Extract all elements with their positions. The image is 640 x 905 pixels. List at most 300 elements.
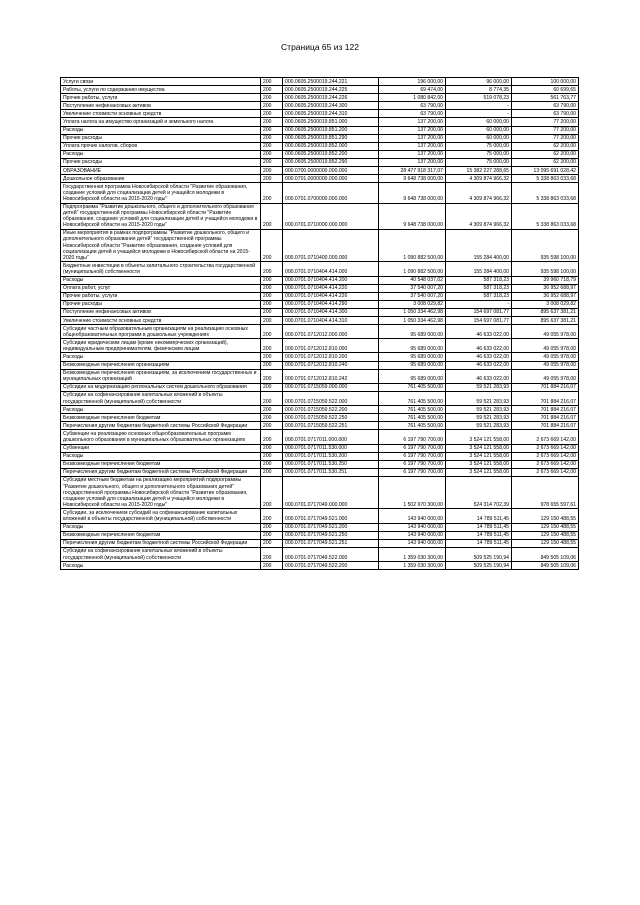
table-row [61, 134, 579, 142]
row-name-cell: Услуги связи [61, 78, 261, 86]
row-executed-cell: 59 521 283,93 [446, 414, 512, 422]
table-row [61, 158, 579, 166]
table-row [61, 509, 579, 523]
table-row [61, 102, 579, 110]
row-executed-cell: 3 524 121 558,00 [446, 452, 512, 460]
row-name-cell: Безвозмездные перечисления бюджетам [61, 531, 261, 539]
row-executed-cell: 14 789 511,45 [446, 539, 512, 547]
row-executed-cell: 46 633 022,00 [446, 325, 512, 339]
row-code-cell: 000.0605.2500019.244.221 [283, 78, 379, 86]
row-name-cell: Прочие расходы [61, 300, 261, 308]
table-row [61, 229, 579, 261]
row-name-cell: Расходы [61, 150, 261, 158]
table-row [61, 430, 579, 444]
row-kv-cell: 200 [261, 126, 283, 134]
row-approved-cell: 143 940 000,00 [379, 523, 446, 531]
table-row [61, 361, 579, 369]
row-executed-cell: 59 521 283,93 [446, 391, 512, 405]
row-remaining-cell: 849 505 109,06 [512, 547, 579, 561]
table-row [61, 369, 579, 383]
row-kv-cell: 200 [261, 308, 283, 316]
row-remaining-cell: 77 200,00 [512, 118, 579, 126]
budget-table [60, 77, 579, 570]
row-name-cell: Иные мероприятия в рамках подпрограммы "Развитие дошкольного, общего и дополнительного образования детей" государственной программы Новосибирской области "Развитие образования, создание условий для социализации детей и учащейся молодежи в Новосибирской области на 2015-2020 годы" [61, 229, 261, 261]
row-remaining-cell: 935 598 100,00 [512, 229, 579, 261]
row-kv-cell: 200 [261, 468, 283, 476]
row-kv-cell: 200 [261, 94, 283, 102]
table-row [61, 308, 579, 316]
table-row [61, 562, 579, 570]
row-executed-cell: 60 000,00 [446, 134, 512, 142]
row-kv-cell: 200 [261, 262, 283, 276]
row-executed-cell: 509 525 190,94 [446, 562, 512, 570]
row-approved-cell: 69 474,00 [379, 86, 446, 94]
row-executed-cell: 59 521 283,93 [446, 383, 512, 391]
row-remaining-cell: 2 673 669 142,00 [512, 468, 579, 476]
row-approved-cell: 137 200,00 [379, 118, 446, 126]
row-name-cell: Прочие расходы [61, 134, 261, 142]
row-name-cell: Расходы [61, 452, 261, 460]
row-remaining-cell: 701 884 216,07 [512, 406, 579, 414]
row-remaining-cell: 60 699,65 [512, 86, 579, 94]
row-approved-cell: 761 405 500,00 [379, 391, 446, 405]
row-kv-cell: 200 [261, 406, 283, 414]
row-name-cell: Государственная программа Новосибирской области "Развитие образования, создание условий для социализации детей и учащейся молодежи в Новосибирской области на 2015-2020 годы" [61, 183, 261, 203]
row-name-cell: Субсидии, за исключением субсидий на софинансирование капитальных вложений в объекты государственной (муниципальной) собственности [61, 509, 261, 523]
row-approved-cell: 761 405 500,00 [379, 422, 446, 430]
row-kv-cell: 200 [261, 444, 283, 452]
row-name-cell: Уплата налога на имущество организаций и земельного налога [61, 118, 261, 126]
row-code-cell: 000.0701.0700000.000.000 [283, 183, 379, 203]
row-code-cell: 000.0701.0717049.522.200 [283, 562, 379, 570]
row-remaining-cell: 62 200,00 [512, 142, 579, 150]
row-kv-cell: 200 [261, 203, 283, 229]
row-remaining-cell: 62 200,00 [512, 158, 579, 166]
row-approved-cell: 1 080 842,00 [379, 94, 446, 102]
row-executed-cell: 14 789 511,45 [446, 531, 512, 539]
row-remaining-cell: 129 150 488,55 [512, 539, 579, 547]
row-kv-cell: 200 [261, 300, 283, 308]
row-kv-cell: 200 [261, 523, 283, 531]
row-remaining-cell: 49 055 978,00 [512, 369, 579, 383]
row-name-cell: Уплата прочих налогов, сборов [61, 142, 261, 150]
row-name-cell: Перечисления другим бюджетам бюджетной системы Российской Федерации [61, 539, 261, 547]
row-kv-cell: 200 [261, 167, 283, 175]
row-executed-cell: 59 521 283,93 [446, 406, 512, 414]
row-executed-cell: 75 000,00 [446, 142, 512, 150]
row-name-cell: Субвенции на реализацию основных общеобразовательных программ дошкольного образования в муниципальных образовательных организациях [61, 430, 261, 444]
row-name-cell: Прочие расходы [61, 158, 261, 166]
row-remaining-cell: 978 655 597,61 [512, 476, 579, 508]
row-remaining-cell: 129 150 488,55 [512, 523, 579, 531]
row-approved-cell: 95 689 000,00 [379, 339, 446, 353]
row-executed-cell: 4 309 874 966,32 [446, 183, 512, 203]
table-row [61, 118, 579, 126]
row-remaining-cell: 701 884 216,07 [512, 422, 579, 430]
table-row [61, 444, 579, 452]
row-kv-cell: 200 [261, 229, 283, 261]
row-code-cell: 000.0701.0710404.414.226 [283, 292, 379, 300]
row-remaining-cell: 36 952 688,97 [512, 284, 579, 292]
row-code-cell: 000.0701.0712012.810.000 [283, 339, 379, 353]
row-kv-cell: 200 [261, 531, 283, 539]
table-row [61, 175, 579, 183]
table-row [61, 383, 579, 391]
row-approved-cell: 37 540 007,20 [379, 292, 446, 300]
row-approved-cell: 9 648 738 000,00 [379, 183, 446, 203]
row-remaining-cell: 39 960 718,79 [512, 276, 579, 284]
table-row [61, 78, 579, 86]
row-remaining-cell: 100 000,00 [512, 78, 579, 86]
row-code-cell: 000.0701.0710400.000.000 [283, 229, 379, 261]
table-row [61, 422, 579, 430]
row-name-cell: Расходы [61, 126, 261, 134]
table-row [61, 523, 579, 531]
row-kv-cell: 200 [261, 460, 283, 468]
row-executed-cell: 4 309 874 966,32 [446, 203, 512, 229]
row-code-cell: 000.0701.0715059.522.251 [283, 422, 379, 430]
row-code-cell: 000.0605.2500019.851.000 [283, 118, 379, 126]
row-kv-cell: 200 [261, 284, 283, 292]
table-row [61, 460, 579, 468]
row-executed-cell: 154 697 081,77 [446, 317, 512, 325]
row-kv-cell: 200 [261, 158, 283, 166]
row-name-cell: Расходы [61, 353, 261, 361]
row-kv-cell: 200 [261, 110, 283, 118]
table-row [61, 110, 579, 118]
row-executed-cell: 14 789 511,45 [446, 509, 512, 523]
table-row [61, 284, 579, 292]
table-row [61, 539, 579, 547]
row-code-cell: 000.0701.0710404.414.290 [283, 300, 379, 308]
row-kv-cell: 200 [261, 183, 283, 203]
row-remaining-cell: 77 200,00 [512, 134, 579, 142]
page-header: Страница 65 из 122 [281, 42, 359, 52]
row-remaining-cell: 129 150 488,55 [512, 509, 579, 523]
row-code-cell: 000.0605.2500019.244.300 [283, 102, 379, 110]
row-remaining-cell: 561 763,77 [512, 94, 579, 102]
table-row [61, 142, 579, 150]
row-name-cell: Безвозмездные перечисления бюджетам [61, 414, 261, 422]
row-remaining-cell: 895 637 381,21 [512, 317, 579, 325]
table-row [61, 353, 579, 361]
row-executed-cell: 3 524 121 558,00 [446, 468, 512, 476]
row-code-cell: 000.0701.0710404.414.220 [283, 284, 379, 292]
row-kv-cell: 200 [261, 430, 283, 444]
row-executed-cell: 524 314 702,39 [446, 476, 512, 508]
row-name-cell: Безвозмездные перечисления бюджетам [61, 460, 261, 468]
row-name-cell: Субсидии на софинансирование капитальных вложений в объекты государственной (муниципальной) собственности [61, 547, 261, 561]
row-remaining-cell: 3 008 029,82 [512, 300, 579, 308]
row-code-cell: 000.0701.0712012.000.000 [283, 325, 379, 339]
row-approved-cell: 137 200,00 [379, 126, 446, 134]
row-approved-cell: 137 200,00 [379, 142, 446, 150]
row-code-cell: 000.0701.0717049.521.251 [283, 539, 379, 547]
row-code-cell: 000.0701.0717011.000.000 [283, 430, 379, 444]
row-kv-cell: 200 [261, 547, 283, 561]
row-kv-cell: 200 [261, 175, 283, 183]
row-kv-cell: 200 [261, 317, 283, 325]
row-approved-cell: 1 090 882 500,00 [379, 229, 446, 261]
row-remaining-cell: 62 200,00 [512, 150, 579, 158]
row-approved-cell: 1 359 030 300,00 [379, 562, 446, 570]
row-code-cell: 000.0701.0717049.000.000 [283, 476, 379, 508]
row-name-cell: Увеличение стоимости основных средств [61, 110, 261, 118]
table-row [61, 300, 579, 308]
row-executed-cell: 587 318,23 [446, 284, 512, 292]
row-approved-cell: 143 940 000,00 [379, 509, 446, 523]
row-kv-cell: 200 [261, 361, 283, 369]
row-executed-cell: 46 633 022,00 [446, 339, 512, 353]
row-remaining-cell: 895 637 381,21 [512, 308, 579, 316]
row-remaining-cell: 2 673 669 142,00 [512, 444, 579, 452]
row-remaining-cell: 2 673 669 142,00 [512, 430, 579, 444]
row-name-cell: Расходы [61, 276, 261, 284]
table-row [61, 339, 579, 353]
row-executed-cell: 3 524 121 558,00 [446, 430, 512, 444]
row-executed-cell: 155 284 400,00 [446, 229, 512, 261]
row-remaining-cell: 701 884 216,07 [512, 383, 579, 391]
row-kv-cell: 200 [261, 292, 283, 300]
row-executed-cell: 75 000,00 [446, 158, 512, 166]
table-row [61, 150, 579, 158]
row-name-cell: Расходы [61, 523, 261, 531]
row-code-cell: 000.0701.0712012.810.200 [283, 353, 379, 361]
table-row [61, 317, 579, 325]
row-kv-cell: 200 [261, 353, 283, 361]
row-remaining-cell: 49 055 978,00 [512, 361, 579, 369]
row-executed-cell: 59 521 283,93 [446, 422, 512, 430]
row-name-cell: Субсидии на софинансирование капитальных вложений в объекты государственной (муниципальной) собственности [61, 391, 261, 405]
table-row [61, 547, 579, 561]
row-approved-cell: 143 940 000,00 [379, 539, 446, 547]
row-approved-cell: 1 502 970 300,00 [379, 476, 446, 508]
row-name-cell: Перечисления другим бюджетам бюджетной системы Российской Федерации [61, 422, 261, 430]
row-kv-cell: 200 [261, 150, 283, 158]
row-approved-cell: 9 648 738 000,00 [379, 203, 446, 229]
row-code-cell: 000.0701.0715059.522.250 [283, 414, 379, 422]
row-executed-cell: - [446, 102, 512, 110]
row-code-cell: 000.0701.0717049.522.000 [283, 547, 379, 561]
row-kv-cell: 200 [261, 339, 283, 353]
row-executed-cell: 46 633 022,00 [446, 369, 512, 383]
row-approved-cell: 1 050 334 462,98 [379, 308, 446, 316]
row-executed-cell: 154 697 081,77 [446, 308, 512, 316]
row-approved-cell: 761 405 500,00 [379, 414, 446, 422]
row-code-cell: 000.0701.0717049.521.200 [283, 523, 379, 531]
row-name-cell: Субсидии юридическим лицам (кроме некоммерческих организаций), индивидуальным предпринимателям, физическим лицам [61, 339, 261, 353]
row-remaining-cell: 49 055 978,00 [512, 339, 579, 353]
row-code-cell: 000.0701.0710000.000.000 [283, 203, 379, 229]
row-approved-cell: 6 197 790 700,00 [379, 468, 446, 476]
table-row [61, 126, 579, 134]
row-name-cell: Субвенции [61, 444, 261, 452]
row-approved-cell: 761 405 500,00 [379, 406, 446, 414]
table-row [61, 183, 579, 203]
row-executed-cell: - [446, 300, 512, 308]
row-executed-cell: 3 524 121 558,00 [446, 460, 512, 468]
row-approved-cell: 95 689 000,00 [379, 325, 446, 339]
row-approved-cell: 143 940 000,00 [379, 531, 446, 539]
row-kv-cell: 200 [261, 476, 283, 508]
row-kv-cell: 200 [261, 102, 283, 110]
row-kv-cell: 200 [261, 276, 283, 284]
row-remaining-cell: 5 338 863 033,68 [512, 183, 579, 203]
row-name-cell: Прочие работы, услуги [61, 94, 261, 102]
row-name-cell: Безвозмездные перечисления организациям [61, 361, 261, 369]
row-approved-cell: 95 689 000,00 [379, 369, 446, 383]
row-kv-cell: 200 [261, 562, 283, 570]
row-code-cell: 000.0605.2500019.852.290 [283, 158, 379, 166]
table-row [61, 531, 579, 539]
row-name-cell: Подпрограмма "Развитие дошкольного, общего и дополнительного образования детей" государственной программы Новосибирской области "Развитие образования, создание условий для социализации детей и учащейся молодежи в Новосибирской области на 2015-2020 годы" [61, 203, 261, 229]
row-code-cell: 000.0701.0000000.000.000 [283, 175, 379, 183]
row-executed-cell: 15 382 227 288,65 [446, 167, 512, 175]
row-approved-cell: 1 090 882 500,00 [379, 262, 446, 276]
row-approved-cell: 6 197 790 700,00 [379, 452, 446, 460]
row-executed-cell: 587 318,23 [446, 292, 512, 300]
row-kv-cell: 200 [261, 391, 283, 405]
row-approved-cell: 40 548 037,02 [379, 276, 446, 284]
row-code-cell: 000.0605.2500019.852.000 [283, 142, 379, 150]
row-code-cell: 000.0701.0710404.414.200 [283, 276, 379, 284]
row-approved-cell: 3 008 029,82 [379, 300, 446, 308]
row-kv-cell: 200 [261, 134, 283, 142]
table-row [61, 468, 579, 476]
row-remaining-cell: 2 673 669 142,00 [512, 452, 579, 460]
table-row [61, 94, 579, 102]
budget-table-body [61, 78, 579, 570]
row-executed-cell: 8 774,35 [446, 86, 512, 94]
row-remaining-cell: 63 790,00 [512, 102, 579, 110]
table-row [61, 325, 579, 339]
row-code-cell: 000.0605.2500019.244.226 [283, 94, 379, 102]
row-executed-cell: 46 633 022,00 [446, 353, 512, 361]
row-approved-cell: 196 000,00 [379, 78, 446, 86]
row-name-cell: Расходы [61, 406, 261, 414]
row-name-cell: Работы, услуги по содержанию имущества [61, 86, 261, 94]
row-kv-cell: 200 [261, 118, 283, 126]
table-row [61, 476, 579, 508]
row-approved-cell: 63 790,00 [379, 102, 446, 110]
row-name-cell: Субсидии частным образовательным организациям на реализацию основных общеобразовательных программ в дошкольных учреждениях [61, 325, 261, 339]
row-code-cell: 000.0701.0717011.530.250 [283, 460, 379, 468]
row-approved-cell: 37 540 007,20 [379, 284, 446, 292]
row-remaining-cell: 701 884 216,07 [512, 414, 579, 422]
table-row [61, 276, 579, 284]
row-executed-cell: 587 318,23 [446, 276, 512, 284]
row-code-cell: 000.0605.2500019.851.290 [283, 134, 379, 142]
row-approved-cell: 6 197 790 700,00 [379, 430, 446, 444]
row-kv-cell: 200 [261, 414, 283, 422]
row-code-cell: 000.0701.0715059.522.000 [283, 391, 379, 405]
row-code-cell: 000.0605.2500019.852.200 [283, 150, 379, 158]
row-name-cell: Субсидии местным бюджетам на реализацию мероприятий подпрограммы "Развитие дошкольного, общего и дополнительного образования детей" государственной программы Новосибирской области "Развитие образования, создание условий для социализации детей и учащейся молодежи в Новосибирской области на 2015-2020 годы" [61, 476, 261, 508]
row-approved-cell: 137 200,00 [379, 158, 446, 166]
row-approved-cell: 1 359 030 300,00 [379, 547, 446, 561]
row-remaining-cell: 935 598 100,00 [512, 262, 579, 276]
row-remaining-cell: 13 095 691 028,42 [512, 167, 579, 175]
row-name-cell: Субсидии на модернизацию региональных систем дошкольного образования [61, 383, 261, 391]
row-code-cell: 000.0701.0717049.521.000 [283, 509, 379, 523]
row-name-cell: Перечисления другим бюджетам бюджетной системы Российской Федерации [61, 468, 261, 476]
row-kv-cell: 200 [261, 369, 283, 383]
row-name-cell: Расходы [61, 562, 261, 570]
row-kv-cell: 200 [261, 452, 283, 460]
row-executed-cell: 3 524 121 558,00 [446, 444, 512, 452]
row-remaining-cell: 701 884 216,07 [512, 391, 579, 405]
row-remaining-cell: 5 338 863 033,68 [512, 203, 579, 229]
row-code-cell: 000.0605.2500019.244.225 [283, 86, 379, 94]
row-executed-cell: 4 309 874 966,32 [446, 175, 512, 183]
table-row [61, 292, 579, 300]
row-code-cell: 000.0701.0717011.530.000 [283, 444, 379, 452]
row-executed-cell: 75 000,00 [446, 150, 512, 158]
row-approved-cell: 137 200,00 [379, 150, 446, 158]
row-remaining-cell: 129 150 488,55 [512, 531, 579, 539]
row-kv-cell: 200 [261, 86, 283, 94]
table-row [61, 452, 579, 460]
row-code-cell: 000.0605.2500019.851.200 [283, 126, 379, 134]
row-executed-cell: 60 000,00 [446, 118, 512, 126]
row-approved-cell: 1 050 334 462,98 [379, 317, 446, 325]
row-name-cell: Увеличение стоимости основных средств [61, 317, 261, 325]
row-code-cell: 000.0701.0717011.530.200 [283, 452, 379, 460]
row-kv-cell: 200 [261, 422, 283, 430]
row-code-cell: 000.0701.0717049.521.250 [283, 531, 379, 539]
row-approved-cell: 95 689 000,00 [379, 361, 446, 369]
row-approved-cell: 6 197 790 700,00 [379, 460, 446, 468]
row-name-cell: Поступление нефинансовых активов [61, 308, 261, 316]
row-approved-cell: 95 689 000,00 [379, 353, 446, 361]
table-row [61, 203, 579, 229]
row-code-cell: 000.0701.0717011.530.251 [283, 468, 379, 476]
row-code-cell: 000.0701.0710404.414.300 [283, 308, 379, 316]
row-code-cell: 000.0701.0715059.000.000 [283, 383, 379, 391]
row-kv-cell: 200 [261, 509, 283, 523]
row-name-cell: ОБРАЗОВАНИЕ [61, 167, 261, 175]
row-remaining-cell: 5 338 863 033,68 [512, 175, 579, 183]
row-executed-cell: 60 000,00 [446, 126, 512, 134]
row-approved-cell: 137 200,00 [379, 134, 446, 142]
row-kv-cell: 200 [261, 383, 283, 391]
row-approved-cell: 9 648 738 000,00 [379, 175, 446, 183]
row-executed-cell: 155 284 400,00 [446, 262, 512, 276]
row-code-cell: 000.0700.0000000.000.000 [283, 167, 379, 175]
table-row [61, 414, 579, 422]
row-code-cell: 000.0605.2500019.244.310 [283, 110, 379, 118]
row-code-cell: 000.0701.0710404.414.310 [283, 317, 379, 325]
row-approved-cell: 761 405 500,00 [379, 383, 446, 391]
row-executed-cell: 519 078,23 [446, 94, 512, 102]
row-approved-cell: 28 477 918 317,07 [379, 167, 446, 175]
row-kv-cell: 200 [261, 78, 283, 86]
row-remaining-cell: 49 055 978,00 [512, 325, 579, 339]
row-code-cell: 000.0701.0715059.522.200 [283, 406, 379, 414]
row-name-cell: Бюджетные инвестиции в объекты капитального строительства государственной (муниципальной) собственности [61, 262, 261, 276]
row-remaining-cell: 2 673 669 142,00 [512, 460, 579, 468]
row-remaining-cell: 49 055 978,00 [512, 353, 579, 361]
row-kv-cell: 200 [261, 142, 283, 150]
table-row [61, 406, 579, 414]
row-executed-cell: 509 525 190,94 [446, 547, 512, 561]
row-name-cell: Прочие работы, услуги [61, 292, 261, 300]
row-approved-cell: 6 197 790 700,00 [379, 444, 446, 452]
row-name-cell: Дошкольное образование [61, 175, 261, 183]
row-executed-cell: 46 633 022,00 [446, 361, 512, 369]
row-kv-cell: 200 [261, 539, 283, 547]
table-row [61, 391, 579, 405]
